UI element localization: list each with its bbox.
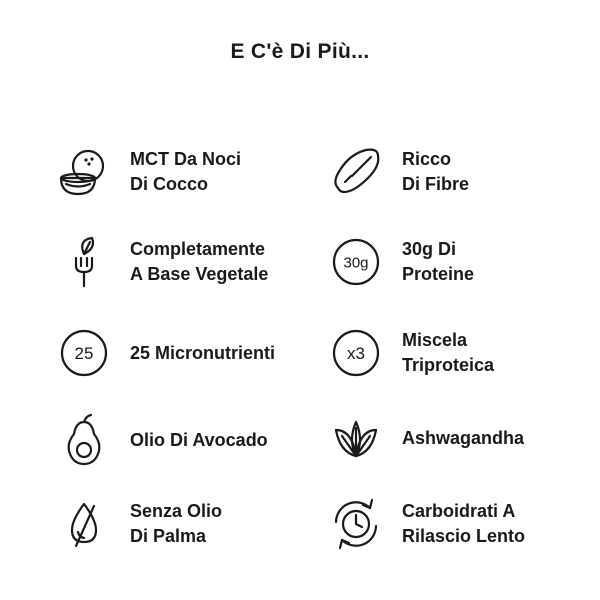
feature-slow-carbs (328, 496, 525, 552)
protein-badge-text: 30g (343, 254, 369, 272)
feature-label-line: Di Cocco (130, 174, 209, 194)
feature-label-line: 30g Di (402, 239, 457, 259)
feature-label-line: Ricco (402, 149, 452, 169)
leaves-icon (328, 410, 384, 466)
feature-ashwagandha (328, 410, 524, 466)
feature-label-line: Carboidrati A (402, 501, 516, 521)
micronutrients-badge-text: 25 (74, 344, 94, 363)
page-title: E C'è Di Più... (230, 40, 370, 63)
slow-release-clock-icon (328, 496, 384, 552)
leaf-fork-icon (56, 234, 112, 290)
feature-fiber (328, 144, 469, 200)
feature-mct-coconut (56, 144, 241, 200)
feature-protein (328, 234, 474, 290)
feature-label-line: Di Fibre (402, 174, 470, 194)
feature-label-line: Di Palma (130, 526, 207, 546)
no-oil-drop-icon (56, 496, 112, 552)
bread-icon (328, 144, 384, 200)
feature-label-line: Triproteica (402, 355, 495, 375)
times-3-icon (328, 325, 384, 381)
feature-label-line: Ashwagandha (402, 427, 525, 448)
feature-label-line: Proteine (402, 264, 475, 284)
feature-label-line: Senza Olio (130, 501, 223, 521)
feature-plant-based (56, 234, 268, 290)
feature-triprotein (328, 325, 494, 381)
protein-30g-icon (328, 234, 384, 290)
feature-label-line: MCT Da Noci (130, 149, 242, 169)
feature-label-line: Olio Di Avocado (130, 429, 268, 450)
coconut-icon (56, 144, 112, 200)
feature-label-line: Completamente (130, 239, 266, 259)
feature-micronutrients (56, 325, 275, 381)
feature-label-line: A Base Vegetale (130, 264, 269, 284)
triprotein-badge-text: x3 (347, 344, 365, 363)
feature-label-line: Miscela (402, 330, 468, 350)
feature-label-line: 25 Micronutrienti (130, 342, 276, 363)
feature-no-palm-oil (56, 496, 222, 552)
feature-avocado-oil (56, 412, 268, 468)
feature-label-line: Rilascio Lento (402, 526, 526, 546)
avocado-icon (56, 412, 112, 468)
number-25-icon (56, 325, 112, 381)
